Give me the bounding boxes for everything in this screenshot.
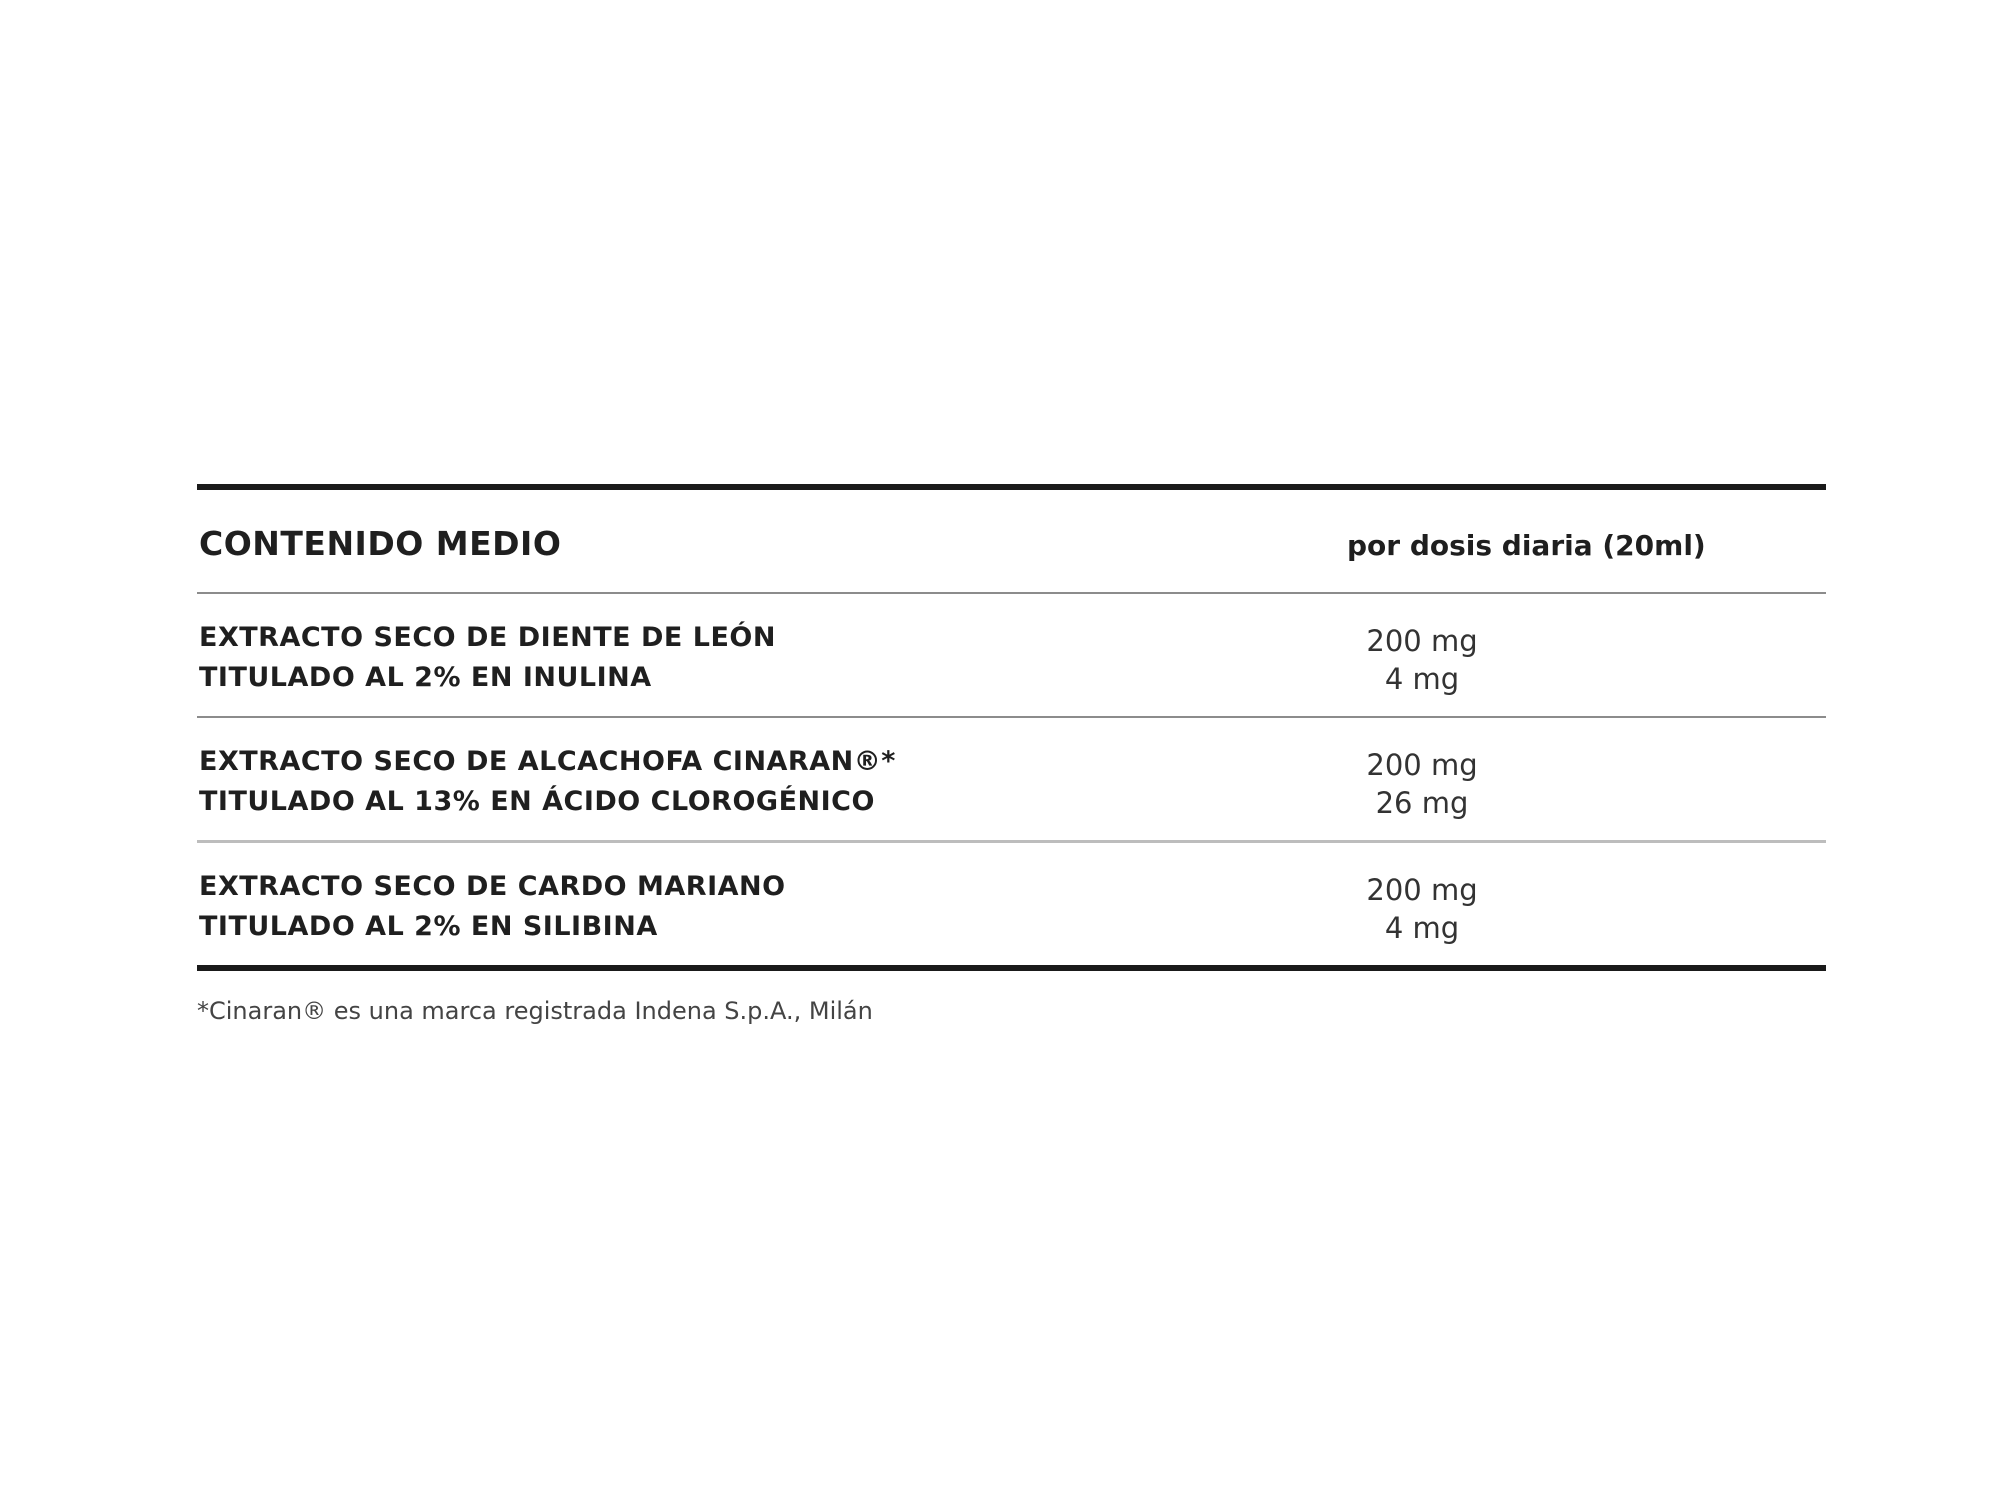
ingredient-amount: 200 mg xyxy=(1366,624,1478,658)
ingredient-titration: TITULADO AL 2% EN SILIBINA xyxy=(199,911,658,942)
table-row xyxy=(197,843,1826,965)
ingredient-name: EXTRACTO SECO DE DIENTE DE LEÓN xyxy=(199,622,776,653)
table-header-dose-label: por dosis diaria (20ml) xyxy=(1347,529,1706,562)
ingredient-titrated-amount: 4 mg xyxy=(1384,911,1460,945)
ingredient-titration: TITULADO AL 13% EN ÁCIDO CLOROGÉNICO xyxy=(199,786,875,817)
ingredient-titrated-amount: 26 mg xyxy=(1375,786,1469,820)
composition-table xyxy=(197,484,1826,971)
ingredient-titrated-amount: 4 mg xyxy=(1384,662,1460,696)
ingredient-amount: 200 mg xyxy=(1366,748,1478,782)
ingredient-amount: 200 mg xyxy=(1366,873,1478,907)
table-bottom-rule xyxy=(197,965,1826,971)
table-row xyxy=(197,718,1826,840)
ingredient-name: EXTRACTO SECO DE ALCACHOFA CINARAN®* xyxy=(199,746,896,777)
table-header-row xyxy=(197,490,1826,592)
table-header-title: CONTENIDO MEDIO xyxy=(199,524,562,563)
table-row xyxy=(197,594,1826,716)
ingredient-titration: TITULADO AL 2% EN INULINA xyxy=(199,662,652,693)
ingredient-name: EXTRACTO SECO DE CARDO MARIANO xyxy=(199,871,786,902)
trademark-footnote: *Cinaran® es una marca registrada Indena S.p.A., Milán xyxy=(197,997,873,1025)
